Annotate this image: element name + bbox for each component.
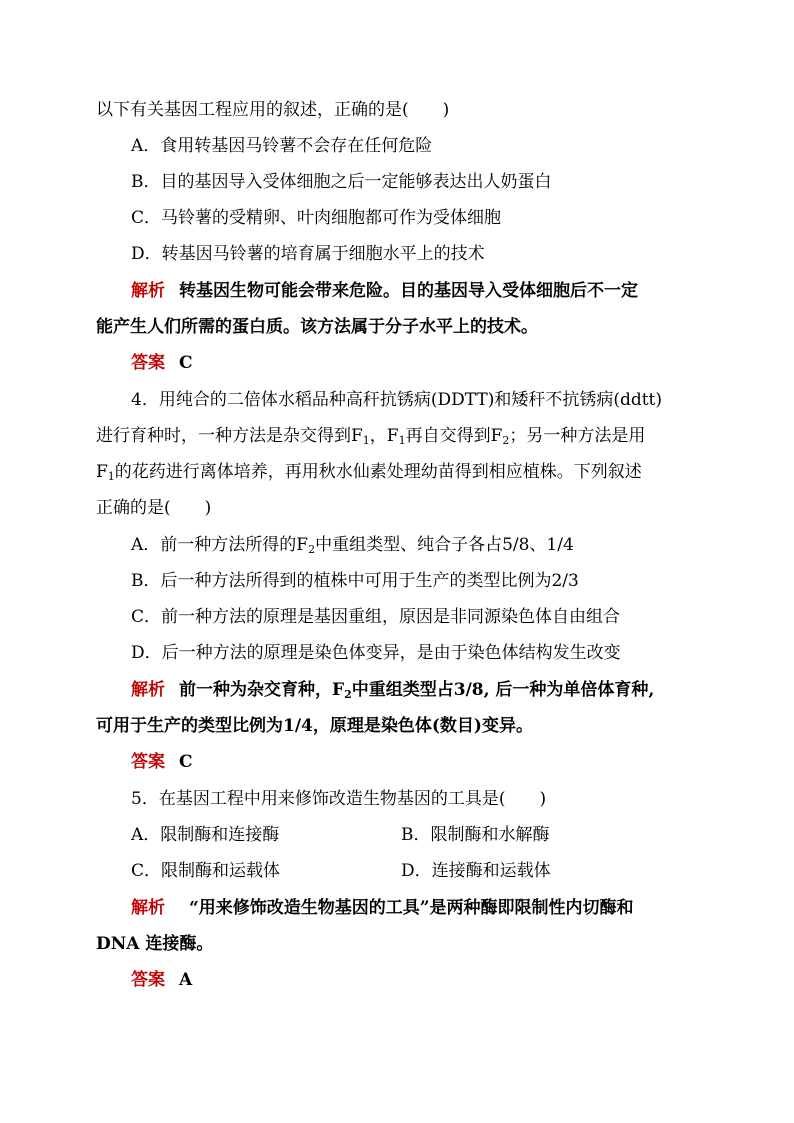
answer-value: C [179, 353, 193, 373]
question-3-option-b: B．目的基因导入受体细胞之后一定能够表达出人奶蛋白 [131, 172, 552, 192]
answer-label: 答案 [131, 752, 165, 772]
subscript: 2 [502, 434, 510, 447]
stem-text: F [96, 462, 108, 482]
question-4-option-b: B．后一种方法所得到的植株中可用于生产的类型比例为2/3 [131, 571, 579, 591]
question-5-option-c: C．限制酶和运载体 [131, 861, 281, 881]
question-4-stem-line-3 [96, 461, 642, 483]
question-4-option-c: C．前一种方法的原理是基因重组，原因是非同源染色体自由组合 [131, 607, 621, 627]
question-5-option-a: A．限制酶和连接酶 [131, 825, 280, 845]
stem-text: ，F [369, 426, 399, 446]
subscript: 1 [107, 470, 115, 483]
analysis-label: 解析 [131, 680, 165, 700]
analysis-label: 解析 [131, 281, 165, 301]
subscript: 1 [398, 434, 406, 447]
question-4-option-d: D．后一种方法的原理是染色体变异，是由于染色体结构发生改变 [131, 643, 621, 663]
stem-text: 进行育种时，一种方法是杂交得到F [96, 426, 363, 446]
question-4-answer [131, 751, 193, 773]
stem-text: 再自交得到F [405, 426, 503, 446]
question-5-option-b: B．限制酶和水解酶 [401, 825, 550, 845]
question-5-stem: 5．在基因工程中用来修饰改造生物基因的工具是( ) [131, 789, 547, 809]
analysis-text: 中重组类型占3/8, 后一种为单倍体育种, [351, 680, 655, 700]
answer-label: 答案 [131, 970, 165, 990]
answer-value: C [179, 752, 193, 772]
answer-value: A [179, 970, 193, 990]
question-3-option-a: A．食用转基因马铃薯不会存在任何危险 [131, 136, 433, 156]
question-5-option-d: D．连接酶和运载体 [401, 861, 551, 881]
stem-text: 的花药进行离体培养，再用秋水仙素处理幼苗得到相应植株。下列叙述 [114, 462, 642, 482]
subscript: 2 [308, 543, 316, 556]
question-4-stem-line-1: 4．用纯合的二倍体水稻品种高秆抗锈病(DDTT)和矮秆不抗锈病(ddtt) [131, 390, 663, 410]
question-3-stem: 以下有关基因工程应用的叙述，正确的是( ) [96, 100, 450, 120]
stem-text: ；另一种方法是用 [509, 426, 646, 446]
analysis-text: “用来修饰改造生物基因的工具”是两种酶即限制性内切酶和 [189, 898, 634, 918]
question-4-stem-line-4: 正确的是( ) [96, 498, 212, 518]
question-3-analysis-line-1 [131, 280, 638, 302]
question-4-analysis-line-1 [131, 679, 654, 701]
question-5-analysis-line-2: DNA 连接酶。 [96, 934, 214, 954]
question-3-analysis-line-2: 能产生人们所需的蛋白质。该方法属于分子水平上的技术。 [96, 317, 538, 337]
option-text: 中重组类型、纯合子各占5/8、1/4 [315, 535, 574, 555]
question-3-option-c: C．马铃薯的受精卵、叶肉细胞都可作为受体细胞 [131, 208, 502, 228]
analysis-text: 前一种为杂交育种，F [179, 680, 345, 700]
subscript: 2 [344, 688, 352, 701]
question-3-option-d: D．转基因马铃薯的培育属于细胞水平上的技术 [131, 244, 485, 264]
subscript: 1 [362, 434, 370, 447]
option-text: A．前一种方法所得的F [131, 535, 309, 555]
question-4-stem-line-2 [96, 425, 645, 447]
question-3-answer [131, 352, 193, 374]
analysis-label: 解析 [131, 898, 165, 918]
answer-label: 答案 [131, 353, 165, 373]
question-5-analysis-line-1 [131, 897, 634, 919]
question-4-option-a [131, 534, 574, 556]
question-5-answer [131, 969, 192, 991]
analysis-text: 转基因生物可能会带来危险。目的基因导入受体细胞后不一定 [179, 281, 638, 301]
question-4-analysis-line-2: 可用于生产的类型比例为1/4，原理是染色体(数目)变异。 [96, 716, 533, 736]
